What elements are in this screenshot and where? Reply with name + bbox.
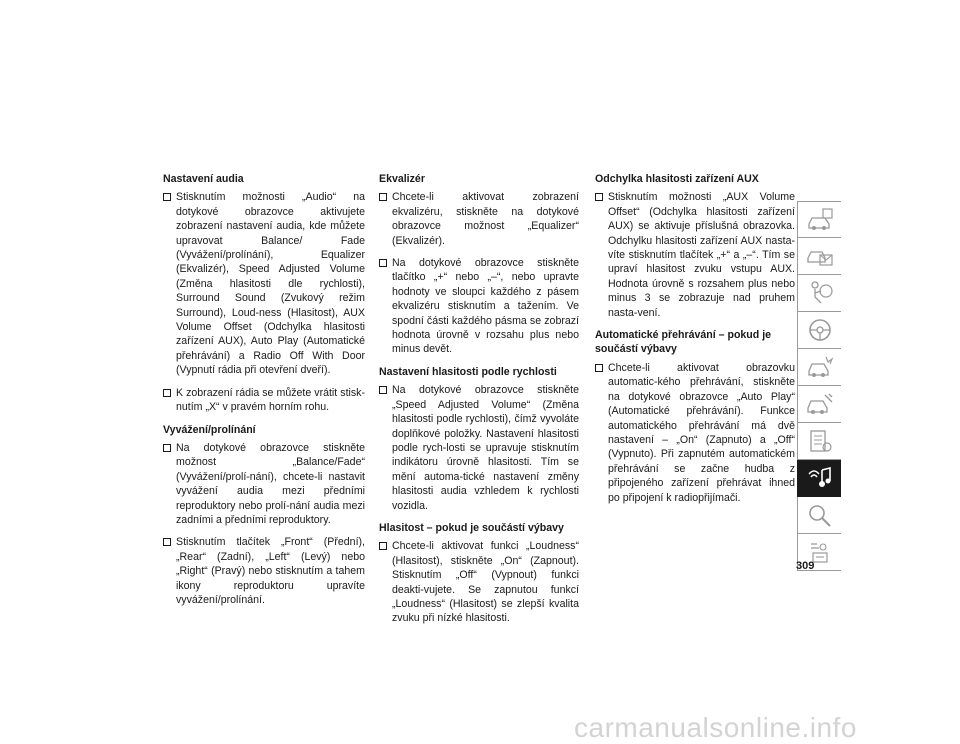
- section-heading: Vyvážení/prolínání: [163, 423, 256, 436]
- section-heading: Nastavení hlasitosti podle rychlosti: [379, 365, 557, 378]
- car-service-icon: [805, 390, 835, 418]
- tab-service[interactable]: [797, 386, 841, 423]
- tab-warnings[interactable]: [797, 238, 841, 275]
- car-info-icon: [805, 206, 835, 234]
- checkbox-bullet-icon: [163, 444, 171, 452]
- section-heading: Nastavení audia: [163, 173, 244, 185]
- watermark: carmanualsonline.info: [574, 712, 857, 743]
- checklist-icon: [805, 427, 835, 455]
- list-item: K zobrazení rádia se můžete vrátit stisk-nutím „X“ v pravém horním rohu.: [163, 386, 365, 415]
- checkbox-bullet-icon: [379, 193, 387, 201]
- checkbox-bullet-icon: [379, 386, 387, 394]
- tab-search[interactable]: [797, 497, 841, 534]
- tab-driving[interactable]: [797, 312, 841, 349]
- text-column-3: [595, 172, 795, 513]
- text-column-1: [163, 172, 365, 615]
- section-heading: Odchylka hlasitosti zařízení AUX: [595, 173, 759, 185]
- list-item: Stisknutím možnosti „AUX Volume Offset“ (Odchylka hlasitosti zařízení AUX) se aktivuje příslušná obrazovka. Odchylku hlasitosti zařízení AUX nasta-víte stisknutím tlačítek „+“ a „–“. Tím se upraví hlasitost zvuku vstupu AUX. Hodnota úrovně s rozsahem plus nebo minus 3 se zobrazuje nad pruhem nasta-vení.: [595, 190, 795, 320]
- tab-vehicle-info[interactable]: [797, 201, 841, 238]
- car-crash-icon: [805, 353, 835, 381]
- list-item: Na dotykové obrazovce stiskněte možnost „Balance/Fade“ (Vyvážení/prolí-nání), chcete-li nastavit vyvážení audia mezi předními reproduktory nebo prolí-nání audia mezi zadními a předními reproduktory.: [163, 441, 365, 527]
- section-heading: Automatické přehrávání – pokud je součástí výbavy: [595, 329, 772, 356]
- list-item: Stisknutím možnosti „Audio“ na dotykové obrazovce aktivujete zobrazení nastavení audia, kde můžete upravovat Balance/ Fade (Vyvážení/prolínání), Equalizer (Ekvalizér), Speed Adjusted Volume (Změna hlasitosti dle rychlosti), Surround Sound (Zvukový režim Surround), Loud-ness (Hlasitost), AUX Volume Offset (Odchylka hlasitosti zařízení AUX), Auto Play (Automatické přehrávání) a Radio Off With Door (Vypnutí rádia při otevření dveří).: [163, 190, 365, 377]
- checkbox-bullet-icon: [163, 389, 171, 397]
- checkbox-bullet-icon: [163, 538, 171, 546]
- list-item: Stisknutím tlačítek „Front“ (Přední), „Rear“ (Zadní), „Left“ (Levý) nebo „Right“ (Pravý) nebo stisknutím a tahem ikony reproduktoru upravíte vyvážení/prolínání.: [163, 535, 365, 607]
- car-warning-icon: [805, 242, 835, 270]
- text-column-2: [379, 172, 579, 634]
- tab-specifications[interactable]: [797, 423, 841, 460]
- section-heading: Ekvalizér: [379, 173, 425, 185]
- list-item: Chcete-li aktivovat funkci „Loudness“ (Hlasitost), stiskněte „On“ (Zapnout). Stisknutím „Off“ (Vypnout) funkci deakti-vujete. Se zapnutou funkcí „Loudness“ (Hlasitost) se zlepší kvalita zvuku při nízké hlasitosti.: [379, 539, 579, 625]
- list-item: Na dotykové obrazovce stiskněte „Speed Adjusted Volume“ (Změna hlasitosti podle rychlosti), čímž vyvoláte doplňkové položky. Nastavení hlasitosti podle rych-losti se upravuje stisknutím indikátoru úrovně hlasitosti. Tím se mění automa-tické nastavení změny hlasitosti audia vzhledem k rychlosti vozidla.: [379, 383, 579, 513]
- page-number: 309: [796, 560, 815, 572]
- section-heading: Hlasitost – pokud je součástí výbavy: [379, 521, 564, 534]
- airbag-icon: [805, 279, 835, 307]
- checkbox-bullet-icon: [595, 193, 603, 201]
- checkbox-bullet-icon: [379, 542, 387, 550]
- multimedia-icon: [805, 464, 835, 492]
- tab-emergency[interactable]: [797, 349, 841, 386]
- tab-safety[interactable]: [797, 275, 841, 312]
- checkbox-bullet-icon: [379, 259, 387, 267]
- chapter-tabs: [797, 201, 841, 571]
- checkbox-bullet-icon: [163, 193, 171, 201]
- list-item: Na dotykové obrazovce stiskněte tlačítko „+“ nebo „–“, nebo upravte hodnoty ve sloupci každého z pásem ekvalizéru stisknutím a tažením. Ve spodní části každého pásma se zobrazí hodnota úrovně v rozsahu plus nebo minus devět.: [379, 256, 579, 357]
- search-icon: [805, 501, 835, 529]
- checkbox-bullet-icon: [595, 364, 603, 372]
- list-item: Chcete-li aktivovat obrazovku automatic-kého přehrávání, stiskněte na dotykové obrazovce „Auto Play“ (Automatické přehrávání). Funkce automatického přehrávání má dvě nastavení – „On“ (Zapnuto) a „Off“ (Vypnuto). Při zapnutém automatickém přehrávání se začne hudba z připojeného zařízení přehrávat ihned po připojení k radiopřijímači.: [595, 361, 795, 505]
- list-item: Chcete-li aktivovat zobrazení ekvalizéru, stiskněte na dotykové obrazovce možnost „Equalizer“ (Ekvalizér).: [379, 190, 579, 248]
- tab-multimedia[interactable]: [797, 460, 841, 497]
- steering-wheel-icon: [805, 316, 835, 344]
